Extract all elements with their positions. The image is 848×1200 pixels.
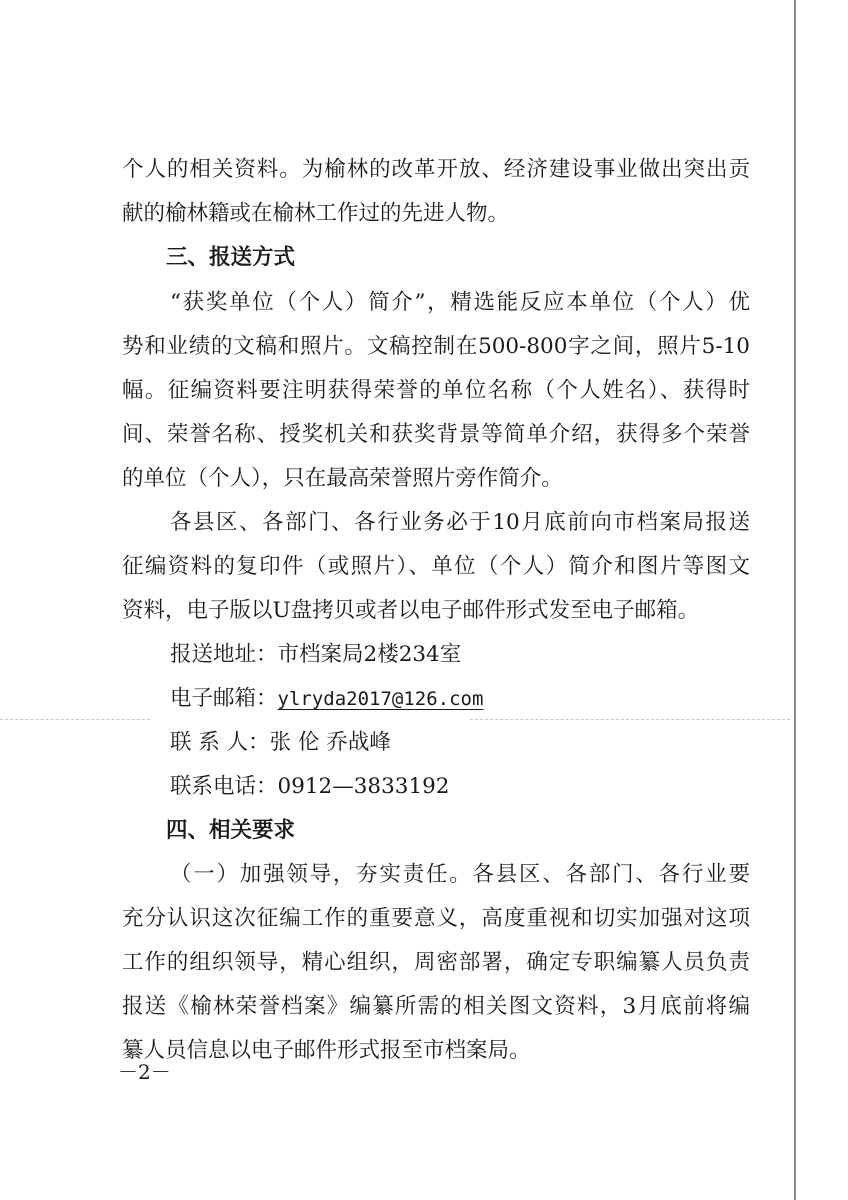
contact-value: 张 伦 乔战峰: [269, 730, 391, 755]
body-line: 各县区、各部门、各行业务必于10月底前向市档案局报送: [170, 510, 750, 535]
body-line: 充分认识这次征编工作的重要意义，高度重视和切实加强对这项: [122, 906, 750, 931]
contact-label: 联 系 人：: [170, 730, 270, 755]
contact-line: [170, 729, 848, 757]
phone-value: 0912—3833192: [277, 774, 450, 799]
address-label: 报送地址：: [170, 642, 278, 667]
body-line: 的单位（个人），只在最高荣誉照片旁作简介。: [122, 466, 563, 491]
body-line: 间、荣誉名称、授奖机关和获奖背景等简单介绍，获得多个荣誉: [122, 422, 750, 447]
body-line: 报送《榆林荣誉档案》编纂所需的相关图文资料，3月底前将编: [122, 994, 750, 1019]
phone-label: 联系电话：: [170, 774, 278, 799]
body-line: “获奖单位（个人）简介”，精选能反应本单位（个人）优: [170, 290, 750, 315]
email-link[interactable]: ylryda2017@126.com: [277, 688, 484, 710]
body-line: 幅。征编资料要注明获得荣誉的单位名称（个人姓名）、获得时: [122, 378, 750, 403]
address-value: 市档案局2楼234室: [277, 642, 462, 667]
page-number: －2－: [118, 1060, 171, 1084]
body-line: 纂人员信息以电子邮件形式报至市档案局。: [122, 1038, 531, 1063]
body-line: 势和业绩的文稿和照片。文稿控制在500-800字之间，照片5-10: [122, 334, 750, 359]
body-line: 工作的组织领导，精心组织，周密部署，确定专职编纂人员负责: [122, 950, 750, 975]
section-heading: 三、报送方式: [166, 245, 296, 270]
address-line: [170, 641, 848, 669]
section-heading: 四、相关要求: [166, 818, 296, 843]
body-line: 个人的相关资料。为榆林的改革开放、经济建设事业做出突出贡: [122, 157, 750, 182]
body-line: 资料，电子版以U盘拷贝或者以电子邮件形式发至电子邮箱。: [122, 598, 700, 623]
email-line: [170, 685, 848, 713]
body-line: 献的榆林籍或在榆林工作过的先进人物。: [122, 201, 510, 226]
body-line: 征编资料的复印件（或照片）、单位（个人）简介和图片等图文: [122, 554, 750, 579]
email-label: 电子邮箱：: [170, 686, 278, 711]
phone-line: [170, 773, 848, 801]
body-line: （一）加强领导，夯实责任。各县区、各部门、各行业要: [170, 862, 750, 887]
